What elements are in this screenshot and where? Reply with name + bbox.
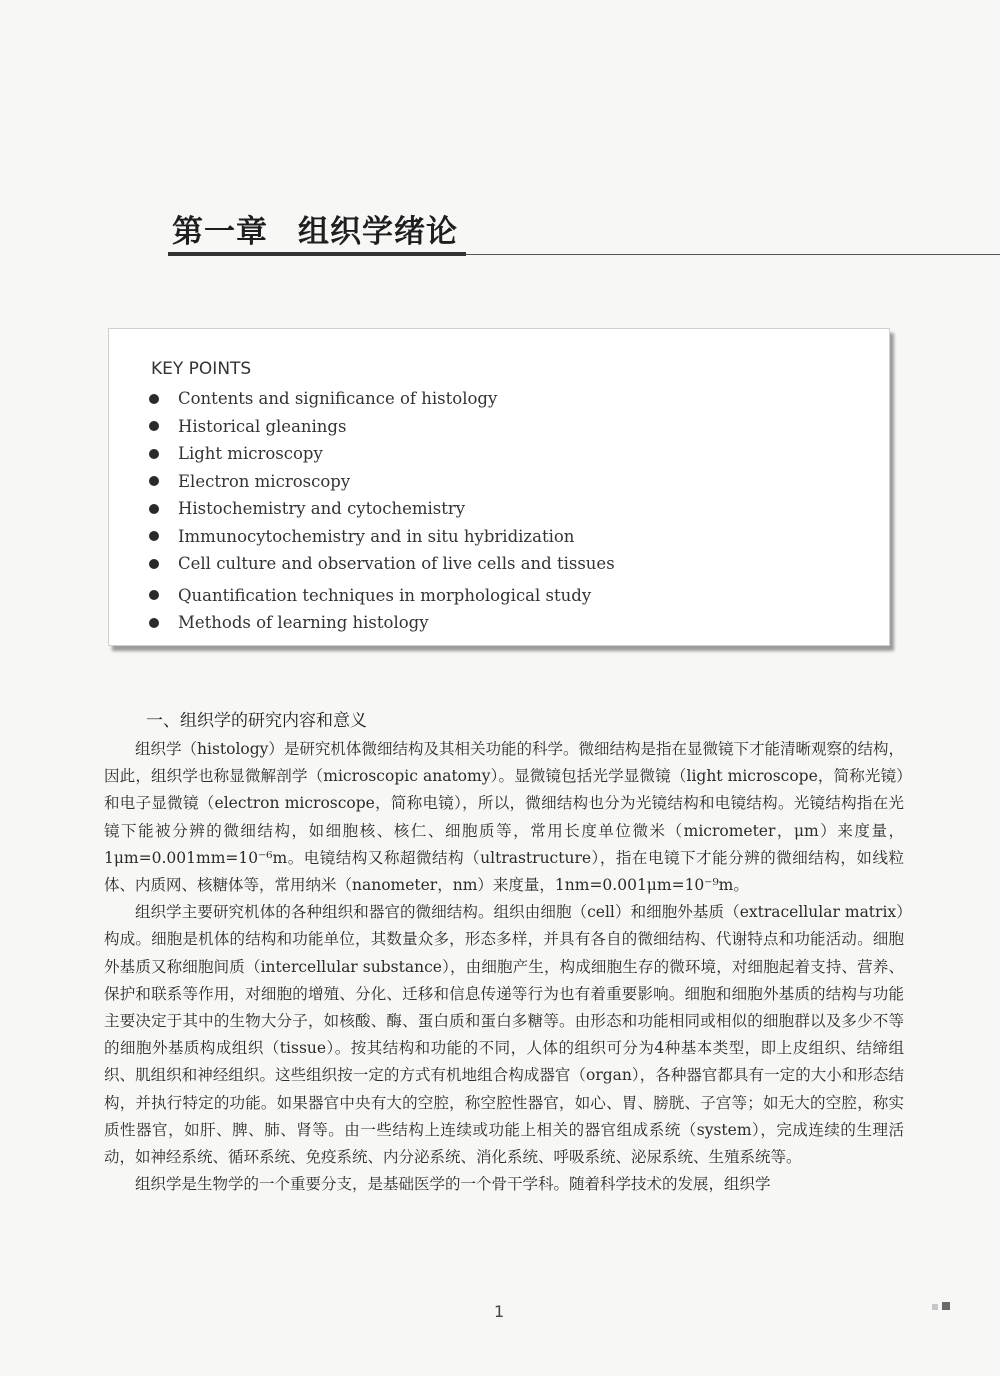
corner-marks [932, 1302, 950, 1310]
list-item: Quantification techniques in morphological study [149, 582, 615, 610]
bullet-icon [149, 449, 159, 459]
paragraph: 组织学（histology）是研究机体微细结构及其相关功能的科学。微细结构是指在显微镜下才能清晰观察的结构，因此，组织学也称显微解剖学（microscopic anatomy）。显微镜包括光学显微镜（light microscope，简称光镜）和电子显微镜（electron microscope，简称电镜），所以，微细结构也分为光镜结构和电镜结构。光镜结构指在光镜下能被分辨的微细结构，如细胞核、核仁、细胞质等，常用长度单位微米（micrometer，μm）来度量，1μm=0.001mm=10⁻⁶m。电镜结构又称超微结构（ultrastructure），指在电镜下才能分辨的微细结构，如线粒体、内质网、核糖体等，常用纳米（nanometer，nm）来度量，1nm=0.001μm=10⁻⁹m。 [104, 740, 904, 895]
paragraph: 组织学是生物学的一个重要分支，是基础医学的一个骨干学科。随着科学技术的发展，组织学 [135, 1175, 771, 1194]
bullet-icon [149, 618, 159, 628]
bullet-icon [149, 476, 159, 486]
chapter-name: 组织学绪论 [298, 214, 458, 250]
list-item: Historical gleanings [149, 413, 615, 441]
list-item: Electron microscopy [149, 468, 615, 496]
square-mark-icon [942, 1302, 950, 1310]
chapter-number: 第一章 [172, 214, 268, 250]
key-points-list [149, 385, 615, 637]
bullet-icon [149, 504, 159, 514]
section-heading: 一、组织学的研究内容和意义 [146, 711, 367, 731]
bullet-icon [149, 421, 159, 431]
list-item: Methods of learning histology [149, 609, 615, 637]
body-text [104, 736, 904, 1198]
page-number: 1 [494, 1302, 505, 1321]
key-points-box [108, 328, 890, 646]
title-underline-thick [168, 252, 466, 256]
square-mark-icon [932, 1304, 938, 1310]
list-item: Cell culture and observation of live cells and tissues [149, 550, 615, 578]
key-points-heading: KEY POINTS [151, 359, 252, 379]
list-item: Histochemistry and cytochemistry [149, 495, 615, 523]
list-item: Contents and significance of histology [149, 385, 615, 413]
bullet-icon [149, 394, 159, 404]
title-underline-thin [466, 254, 1000, 255]
list-item: Immunocytochemistry and in situ hybridization [149, 523, 615, 551]
bullet-icon [149, 559, 159, 569]
list-item: Light microscopy [149, 440, 615, 468]
chapter-title [172, 206, 458, 251]
bullet-icon [149, 590, 159, 600]
bullet-icon [149, 531, 159, 541]
paragraph: 组织学主要研究机体的各种组织和器官的微细结构。组织由细胞（cell）和细胞外基质（extracellular matrix）构成。细胞是机体的结构和功能单位，其数量众多，形态多样，并具有各自的微细结构、代谢特点和功能活动。细胞外基质又称细胞间质（intercellular substance），由细胞产生，构成细胞生存的微环境，对细胞起着支持、营养、保护和联系等作用，对细胞的增殖、分化、迁移和信息传递等行为也有着重要影响。细胞和细胞外基质的结构与功能主要决定于其中的生物大分子，如核酸、酶、蛋白质和蛋白多糖等。由形态和功能相同或相似的细胞群以及多少不等的细胞外基质构成组织（tissue）。按其结构和功能的不同，人体的组织可分为4种基本类型，即上皮组织、结缔组织、肌组织和神经组织。这些组织按一定的方式有机地组合构成器官（organ），各种器官都具有一定的大小和形态结构，并执行特定的功能。如果器官中央有大的空腔，称空腔性器官，如心、胃、膀胱、子宫等；如无大的空腔，称实质性器官，如肝、脾、肺、肾等。由一些结构上连续或功能上相关的器官组成系统（system），完成连续的生理活动，如神经系统、循环系统、免疫系统、内分泌系统、消化系统、呼吸系统、泌尿系统、生殖系统等。 [104, 903, 904, 1167]
